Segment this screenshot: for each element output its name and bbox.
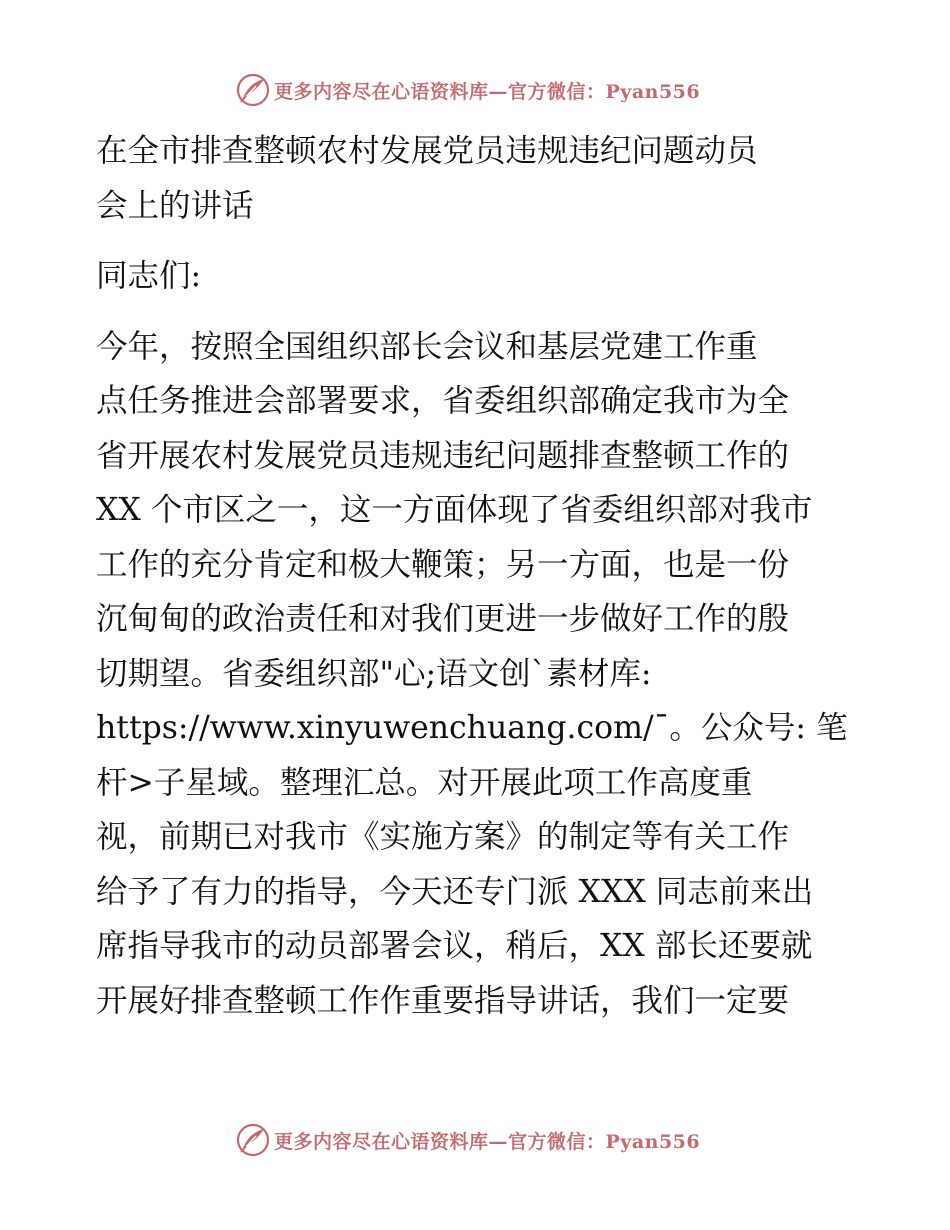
- document-body: [96, 124, 886, 1028]
- body-line: 给予了有力的指导，今天还专门派 XXX 同志前来出: [96, 873, 814, 910]
- header-banner: [236, 72, 700, 108]
- document-title: [96, 124, 886, 233]
- body-line: https://www.xinyuwenchuang.com/¯。公众号: 笔: [96, 710, 848, 746]
- body-line: 今年，按照全国组织部长会议和基层党建工作重: [96, 328, 758, 365]
- body-line: 沉甸甸的政治责任和对我们更进一步做好工作的殷: [96, 601, 790, 637]
- body-line: 点任务推进会部署要求，省委组织部确定我市为全: [96, 383, 790, 419]
- title-line: 会上的讲话: [96, 187, 254, 224]
- title-line: 在全市排查整顿农村发展党员违规违纪问题动员: [96, 133, 758, 169]
- salutation: 同志们:: [96, 258, 202, 294]
- banner-text: 更多内容尽在心语资料库—官方微信：Pyan556: [274, 1130, 701, 1153]
- body-line: 切期望。省委组织部"心;语文创`素材库:: [96, 655, 652, 692]
- body-line: XX 个市区之一，这一方面体现了省委组织部对我市: [96, 492, 813, 528]
- body-line: 视，前期已对我市《实施方案》的制定等有关工作: [96, 819, 790, 855]
- feather-pen-logo-icon: [236, 1123, 270, 1157]
- body-line: 工作的充分肯定和极大鞭策；另一方面，也是一份: [96, 546, 790, 583]
- body-paragraph: [96, 320, 886, 1029]
- body-line: 席指导我市的动员部署会议，稍后，XX 部长还要就: [96, 928, 813, 964]
- footer-banner: [236, 1122, 700, 1158]
- body-line: 开展好排查整顿工作作重要指导讲话，我们一定要: [96, 982, 790, 1019]
- body-line: 省开展农村发展党员违规违纪问题排查整顿工作的: [96, 437, 790, 474]
- banner-text: 更多内容尽在心语资料库—官方微信：Pyan556: [274, 80, 701, 103]
- feather-pen-logo-icon: [236, 73, 270, 107]
- body-line: 杆>子星域。整理汇总。对开展此项工作高度重: [96, 764, 753, 801]
